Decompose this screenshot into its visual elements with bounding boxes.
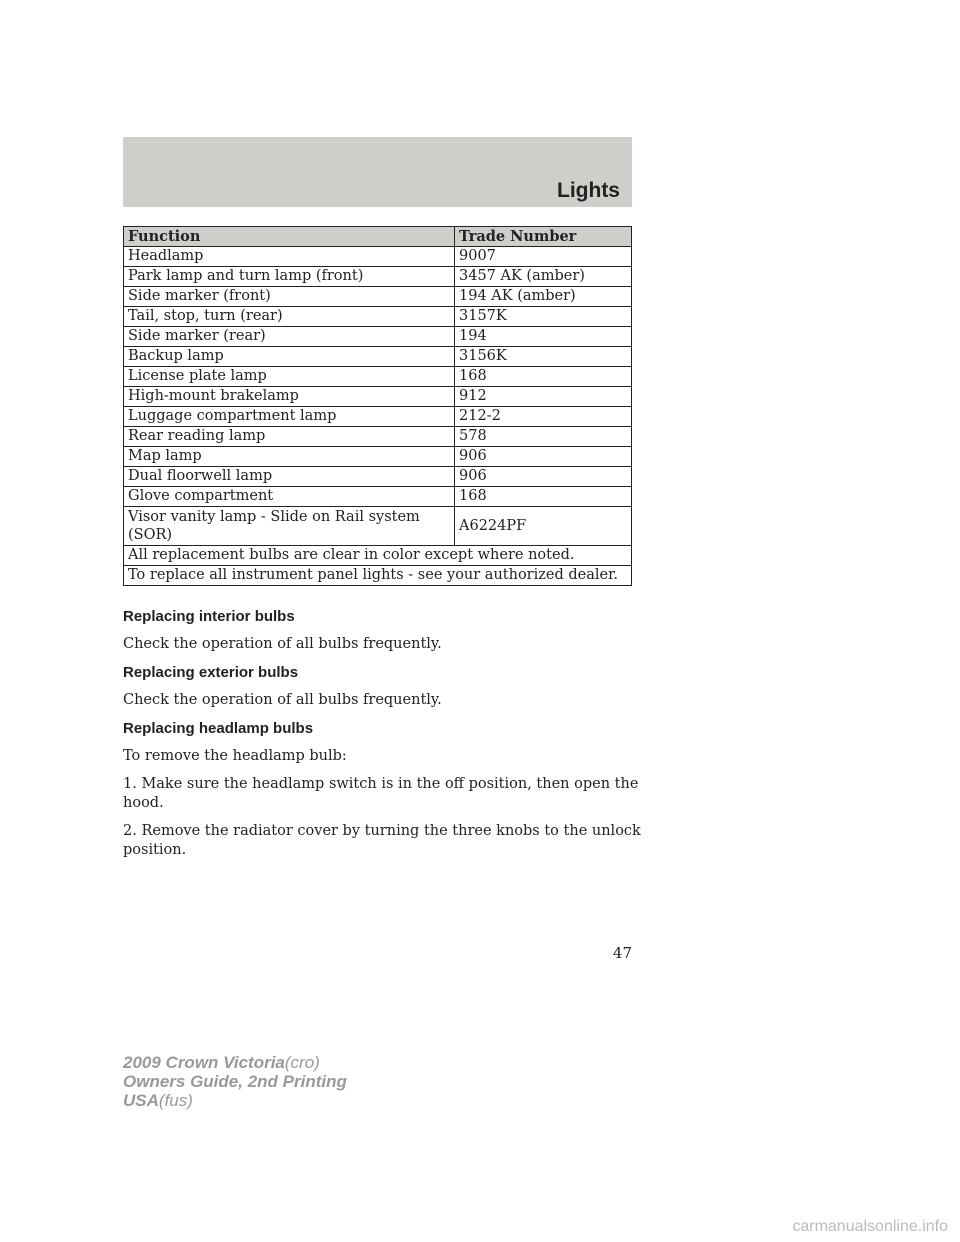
table-row xyxy=(124,287,632,307)
function-cell: Visor vanity lamp - Slide on Rail system (SOR) xyxy=(124,507,455,546)
function-cell: High-mount brakelamp xyxy=(124,387,455,407)
column-header-function: Function xyxy=(124,227,455,247)
trade-number-cell: A6224PF xyxy=(455,507,632,546)
table-row xyxy=(124,267,632,287)
footer-model-code: (cro) xyxy=(284,1053,320,1072)
trade-number-cell: 194 xyxy=(455,327,632,347)
trade-number-cell: 168 xyxy=(455,487,632,507)
trade-number-cell: 9007 xyxy=(455,247,632,267)
section-title: Lights xyxy=(557,179,620,202)
exterior-bulbs-text: Check the operation of all bulbs frequently. xyxy=(123,692,442,708)
footer-guide: Owners Guide, 2nd Printing xyxy=(123,1072,347,1091)
function-cell: Backup lamp xyxy=(124,347,455,367)
bulb-table xyxy=(123,226,632,586)
table-row xyxy=(124,427,632,447)
trade-number-cell: 3156K xyxy=(455,347,632,367)
document-footer xyxy=(123,1053,347,1110)
function-cell: Glove compartment xyxy=(124,487,455,507)
table-row xyxy=(124,507,632,546)
table-row xyxy=(124,407,632,427)
footer-line-1 xyxy=(123,1053,347,1072)
footer-line-2 xyxy=(123,1072,347,1091)
trade-number-cell: 168 xyxy=(455,367,632,387)
footer-line-3 xyxy=(123,1091,347,1110)
trade-number-cell: 578 xyxy=(455,427,632,447)
function-cell: Headlamp xyxy=(124,247,455,267)
section-header-band xyxy=(123,137,632,207)
interior-bulbs-heading: Replacing interior bulbs xyxy=(123,608,295,625)
footer-market-code: (fus) xyxy=(158,1091,193,1110)
table-header-row xyxy=(124,227,632,247)
table-row xyxy=(124,247,632,267)
table-note: All replacement bulbs are clear in color except where noted. xyxy=(124,546,632,566)
trade-number-cell: 912 xyxy=(455,387,632,407)
column-header-trade-number: Trade Number xyxy=(455,227,632,247)
function-cell: Dual floorwell lamp xyxy=(124,467,455,487)
table-note: To replace all instrument panel lights - see your authorized dealer. xyxy=(124,566,632,586)
table-row xyxy=(124,487,632,507)
page-number: 47 xyxy=(612,944,632,962)
function-cell: Luggage compartment lamp xyxy=(124,407,455,427)
footer-market: USA xyxy=(123,1091,159,1110)
headlamp-bulbs-heading: Replacing headlamp bulbs xyxy=(123,720,314,737)
trade-number-cell: 3157K xyxy=(455,307,632,327)
table-row xyxy=(124,467,632,487)
headlamp-intro: To remove the headlamp bulb: xyxy=(123,748,347,764)
table-row xyxy=(124,307,632,327)
exterior-bulbs-heading: Replacing exterior bulbs xyxy=(123,664,299,681)
function-cell: Tail, stop, turn (rear) xyxy=(124,307,455,327)
table-note-row xyxy=(124,546,632,566)
function-cell: Park lamp and turn lamp (front) xyxy=(124,267,455,287)
trade-number-cell: 194 AK (amber) xyxy=(455,287,632,307)
body-content xyxy=(123,607,643,869)
trade-number-cell: 3457 AK (amber) xyxy=(455,267,632,287)
function-cell: Map lamp xyxy=(124,447,455,467)
table-note-row xyxy=(124,566,632,586)
trade-number-cell: 212-2 xyxy=(455,407,632,427)
headlamp-step-2: 2. Remove the radiator cover by turning the three knobs to the unlock position. xyxy=(123,823,641,858)
function-cell: License plate lamp xyxy=(124,367,455,387)
trade-number-cell: 906 xyxy=(455,467,632,487)
watermark: carmanualsonline.info xyxy=(792,1218,948,1235)
function-cell: Side marker (front) xyxy=(124,287,455,307)
trade-number-cell: 906 xyxy=(455,447,632,467)
footer-model: 2009 Crown Victoria xyxy=(123,1053,285,1072)
headlamp-step-1: 1. Make sure the headlamp switch is in the off position, then open the hood. xyxy=(123,776,639,811)
table-row xyxy=(124,447,632,467)
table-row xyxy=(124,347,632,367)
function-cell: Rear reading lamp xyxy=(124,427,455,447)
table-row xyxy=(124,367,632,387)
function-cell: Side marker (rear) xyxy=(124,327,455,347)
table-row xyxy=(124,327,632,347)
table-row xyxy=(124,387,632,407)
interior-bulbs-text: Check the operation of all bulbs frequently. xyxy=(123,636,442,652)
